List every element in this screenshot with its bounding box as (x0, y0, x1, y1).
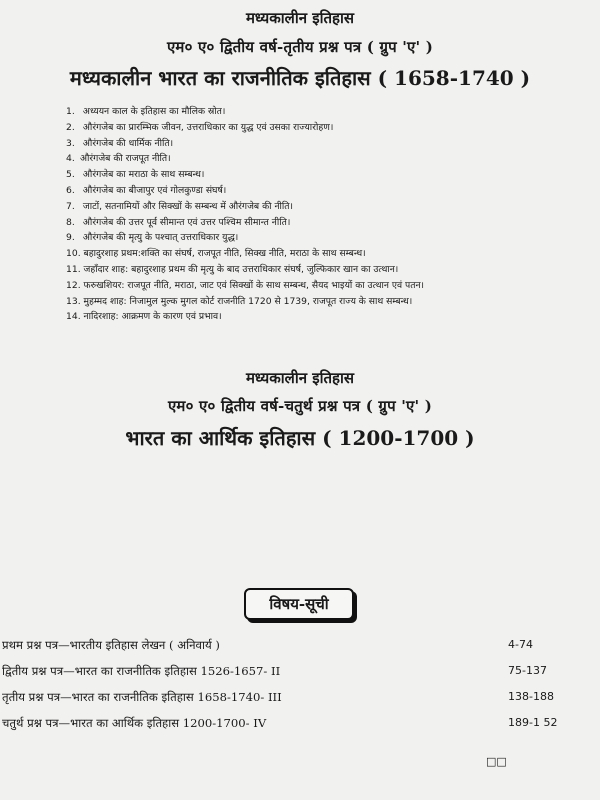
contents-entry-pages: 75-137 (508, 664, 547, 677)
list-item: 12. फरुखशियर: राजपूत नीति, मराठा, जाट एवं सिक्खों के साथ सम्बन्ध, सैयद भाइयों का उत्थान एवं पतन। (66, 279, 425, 291)
table-row (0, 662, 600, 688)
contents-entry-title: चतुर्थ प्रश्न पत्र—भारत का आर्थिक इतिहास 1200-1700- IV (2, 716, 267, 730)
list-item: 8. औरंगजेब की उत्तर पूर्व सीमान्त एवं उत्तर पश्चिम सीमान्त नीति। (66, 216, 291, 228)
contents-badge: विषय-सूची (244, 588, 354, 620)
list-item: 10. बहादुरशाह प्रथम:शक्ति का संघर्ष, राजपूत नीति, सिक्ख नीति, मराठा के साथ सम्बन्ध। (66, 248, 366, 260)
table-row (0, 714, 600, 740)
table-row (0, 688, 600, 714)
footer-mark: □□ (486, 755, 507, 768)
table-row (0, 636, 600, 662)
section1-title: मध्यकालीन भारत का राजनीतिक इतिहास ( 1658-1740 ) (69, 66, 531, 90)
list-item: 6. औरंगजेब का बीजापुर एवं गोलकुण्डा संघर्ष। (66, 184, 227, 196)
list-item: 13. मुहम्मद शाह: निजामुल मुल्क मुगल कोर्ट राजनीति 1720 से 1739, राजपूत राज्य के साथ सम्बन्ध। (66, 295, 413, 307)
list-item: 11. जहाँदार शाह: बहादुरशाह प्रथम की मृत्यु के बाद उत्तराधिकार संघर्ष, जुल्फिकार खान का उत्थान। (66, 263, 399, 275)
contents-entry-title: प्रथम प्रश्न पत्र—भारतीय इतिहास लेखन ( अनिवार्य ) (2, 638, 220, 652)
section1-subheading: एम० ए० द्वितीय वर्ष-तृतीय प्रश्न पत्र ( ग्रुप 'ए' ) (166, 38, 434, 56)
syllabus-topic-list (66, 104, 596, 325)
list-item: 3. औरंगजेब की धार्मिक नीति। (66, 137, 174, 149)
list-item: 5. औरंगजेब का मराठा के साथ सम्बन्ध। (66, 169, 205, 181)
contents-entry-pages: 138-188 (508, 690, 554, 703)
section2-title: भारत का आर्थिक इतिहास ( 1200-1700 ) (125, 426, 475, 450)
contents-entry-pages: 4-74 (508, 638, 533, 651)
contents-entry-title: द्वितीय प्रश्न पत्र—भारत का राजनीतिक इतिहास 1526-1657- II (2, 664, 281, 678)
list-item: 14. नादिरशाह: आक्रमण के कारण एवं प्रभाव। (66, 311, 222, 323)
list-item: 9. औरंगजेब की मृत्यु के पश्चात् उत्तराधिकार युद्ध। (66, 232, 239, 244)
section1-heading: मध्यकालीन इतिहास (245, 9, 355, 27)
contents-table (0, 636, 600, 740)
list-item: 1. अध्ययन काल के इतिहास का मौलिक स्रोत। (66, 106, 226, 117)
section2-heading: मध्यकालीन इतिहास (245, 369, 355, 387)
list-item: 2. औरंगजेब का प्रारम्भिक जीवन, उत्तराधिकार का युद्ध एवं उसका राज्यारोहण। (66, 121, 334, 133)
contents-entry-pages: 189-1 52 (508, 716, 558, 729)
list-item: 4. औरंगजेब की राजपूत नीति। (66, 153, 171, 165)
list-item: 7. जाटों, सतनामियों और सिक्खों के सम्बन्ध में औरंगजेब की नीति। (66, 200, 294, 212)
section2-subheading: एम० ए० द्वितीय वर्ष-चतुर्थ प्रश्न पत्र ( ग्रुप 'ए' ) (167, 397, 433, 415)
contents-entry-title: तृतीय प्रश्न पत्र—भारत का राजनीतिक इतिहास 1658-1740- III (2, 690, 282, 704)
